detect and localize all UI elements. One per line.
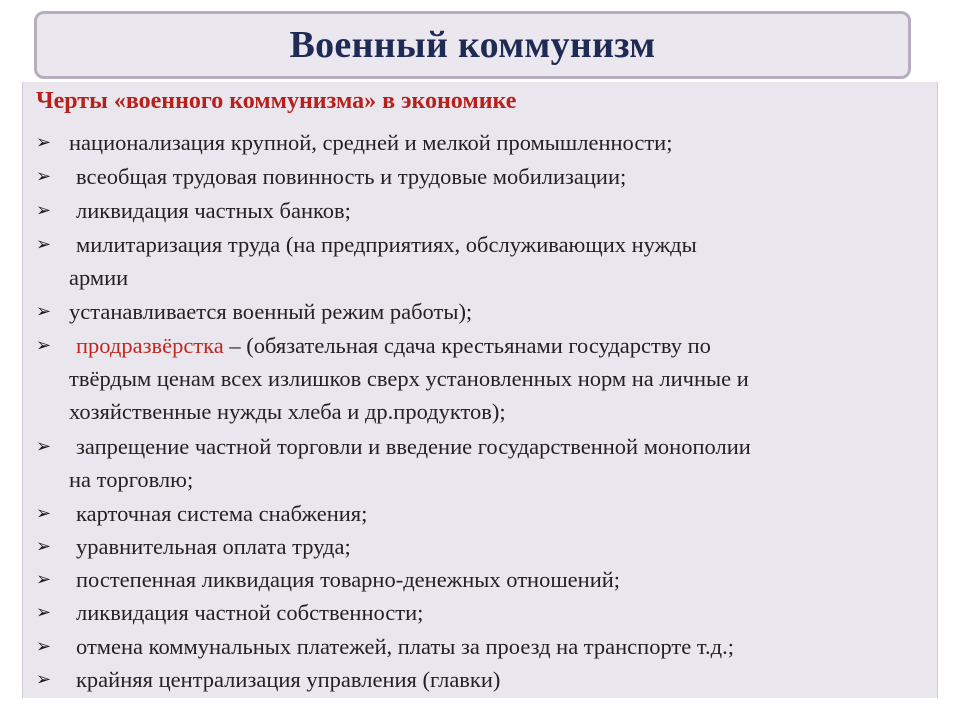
list-item [36,530,926,563]
arrow-bullet-icon: ➢ [36,536,52,556]
arrow-bullet-icon: ➢ [36,200,52,220]
term-prodrazverstka: продразвёрстка [76,333,224,358]
arrow-bullet-icon: ➢ [36,569,52,589]
section-heading: Черты «военного коммунизма» в экономике [36,88,517,114]
list-item-continuation: твёрдым ценам всех излишков сверх установленных норм на личные и [69,366,749,391]
list-item-text: запрещение частной торговли и введение государственной монополии [76,434,751,459]
arrow-bullet-icon: ➢ [36,234,52,254]
list-item [36,126,926,159]
list-item-text: милитаризация труда (на предприятиях, обслуживающих нужды [76,232,697,257]
list-item-continuation: армии [69,265,129,290]
list-item [36,630,926,663]
list-item [36,194,926,227]
list-item-text: устанавливается военный режим работы); [69,299,473,324]
arrow-bullet-icon: ➢ [36,166,52,186]
list-item [36,430,926,496]
arrow-bullet-icon: ➢ [36,436,52,456]
arrow-bullet-icon: ➢ [36,636,52,656]
arrow-bullet-icon: ➢ [36,503,52,523]
list-item-text: уравнительная оплата труда; [76,534,351,559]
list-item-text: всеобщая трудовая повинность и трудовые мобилизации; [76,164,627,189]
list-item-text: постепенная ликвидация товарно-денежных отношений; [76,567,621,592]
arrow-bullet-icon: ➢ [36,335,52,355]
page-title: Военный коммунизм [289,24,656,66]
title-banner [34,11,911,79]
list-item [36,295,926,328]
arrow-bullet-icon: ➢ [36,602,52,622]
list-item-continuation: хозяйственные нужды хлеба и др.продуктов); [69,399,506,424]
list-item [36,160,926,193]
list-item [36,596,926,629]
list-item-text: крайняя централизация управления (главки) [76,667,501,692]
list-item [36,228,926,294]
term-definition: (обязательная сдача крестьянами государству по [246,333,711,358]
term-dash: – [223,333,247,358]
content-panel [22,82,938,698]
list-item-text: ликвидация частной собственности; [76,600,424,625]
arrow-bullet-icon: ➢ [36,132,52,152]
list-item-text: национализация крупной, средней и мелкой промышленности; [69,130,673,155]
list-item-text [36,329,926,362]
list-item-text: ликвидация частных банков; [76,198,351,223]
list-item-continuation: на торговлю; [69,467,194,492]
list-item [36,497,926,530]
arrow-bullet-icon: ➢ [36,669,52,689]
list-item [36,563,926,596]
list-item-text: отмена коммунальных платежей, платы за проезд на транспорте т.д.; [76,634,734,659]
list-item-text: карточная система снабжения; [76,501,368,526]
list-item [36,329,926,428]
arrow-bullet-icon: ➢ [36,301,52,321]
list-item [36,663,926,696]
